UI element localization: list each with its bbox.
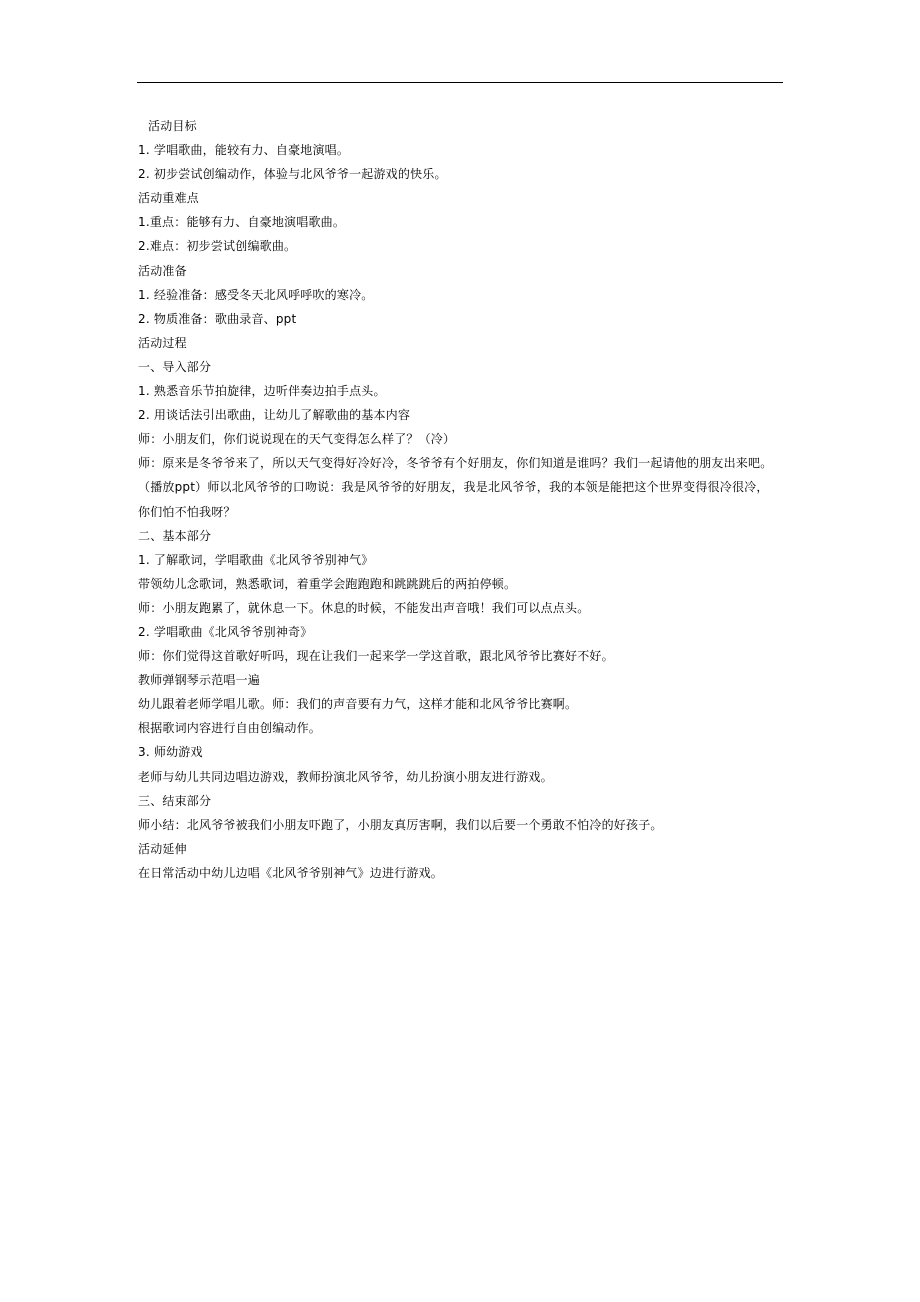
heading-activity-goals: 活动目标 (148, 119, 197, 133)
key-point-2: 2.难点：初步尝试创编歌曲。 (138, 239, 297, 254)
paragraph-line: 师：小朋友们，你们说说现在的天气变得怎么样了？（冷） (138, 432, 456, 447)
heading-preparation: 活动准备 (138, 263, 187, 278)
intro-item-2: 2. 用谈话法引出歌曲，让幼儿了解歌曲的基本内容 (138, 408, 411, 423)
paragraph-line: 带领幼儿念歌词，熟悉歌词，着重学会跑跑跑和跳跳跳后的两拍停顿。 (138, 576, 517, 591)
intro-item-1: 1. 熟悉音乐节拍旋律，边听伴奏边拍手点头。 (138, 384, 386, 399)
heading-key-points: 活动重难点 (138, 191, 200, 206)
paragraph-line: 幼儿跟着老师学唱儿歌。师：我们的声音要有力气，这样才能和北风爷爷比赛啊。 (138, 697, 578, 712)
paragraph-line: 老师与幼儿共同边唱边游戏，教师扮演北风爷爷，幼儿扮演小朋友进行游戏。 (138, 769, 553, 784)
section-intro: 一、导入部分 (138, 359, 212, 374)
section-basic: 二、基本部分 (138, 528, 212, 543)
paragraph-line: 师：小朋友跑累了，就休息一下。休息的时候，不能发出声音哦！我们可以点点头。 (138, 600, 590, 615)
heading-process: 活动过程 (138, 335, 187, 350)
goal-item-1: 1. 学唱歌曲，能较有力、自豪地演唱。 (138, 143, 350, 158)
header-rule (137, 82, 783, 83)
preparation-item-2: 2. 物质准备：歌曲录音、ppt (138, 311, 297, 326)
section-ending: 三、结束部分 (138, 793, 212, 808)
basic-item-3: 3. 师幼游戏 (138, 745, 203, 760)
basic-item-2: 2. 学唱歌曲《北风爷爷别神奇》 (138, 624, 313, 639)
heading-extension: 活动延伸 (138, 841, 187, 856)
preparation-item-1: 1. 经验准备：感受冬天北风呼呼吹的寒冷。 (138, 287, 374, 302)
paragraph-line: 师：原来是冬爷爷来了，所以天气变得好冷好冷，冬爷爷有个好朋友，你们知道是谁吗？我们一起请他的朋友出来吧。 (138, 456, 773, 471)
paragraph-line: 师：你们觉得这首歌好听吗，现在让我们一起来学一学这首歌，跟北风爷爷比赛好不好。 (138, 649, 614, 664)
key-point-1: 1.重点：能够有力、自豪地演唱歌曲。 (138, 215, 346, 230)
paragraph-line: 在日常活动中幼儿边唱《北风爷爷别神气》边进行游戏。 (138, 865, 444, 880)
paragraph-line: 师小结：北风爷爷被我们小朋友吓跑了，小朋友真厉害啊，我们以后要一个勇敢不怕冷的好孩子。 (138, 817, 663, 832)
paragraph-line: 根据歌词内容进行自由创编动作。 (138, 721, 322, 736)
goal-item-2: 2. 初步尝试创编动作，体验与北风爷爷一起游戏的快乐。 (138, 167, 447, 182)
document-body (138, 114, 788, 885)
paragraph-line: 教师弹钢琴示范唱一遍 (138, 673, 261, 688)
paragraph-line: 你们怕不怕我呀？ (138, 504, 236, 519)
paragraph-line: （播放ppt）师以北风爷爷的口吻说：我是风爷爷的好朋友，我是北风爷爷，我的本领是能把这个世界变得很冷很冷， (138, 480, 769, 495)
basic-item-1: 1. 了解歌词，学唱歌曲《北风爷爷别神气》 (138, 552, 374, 567)
